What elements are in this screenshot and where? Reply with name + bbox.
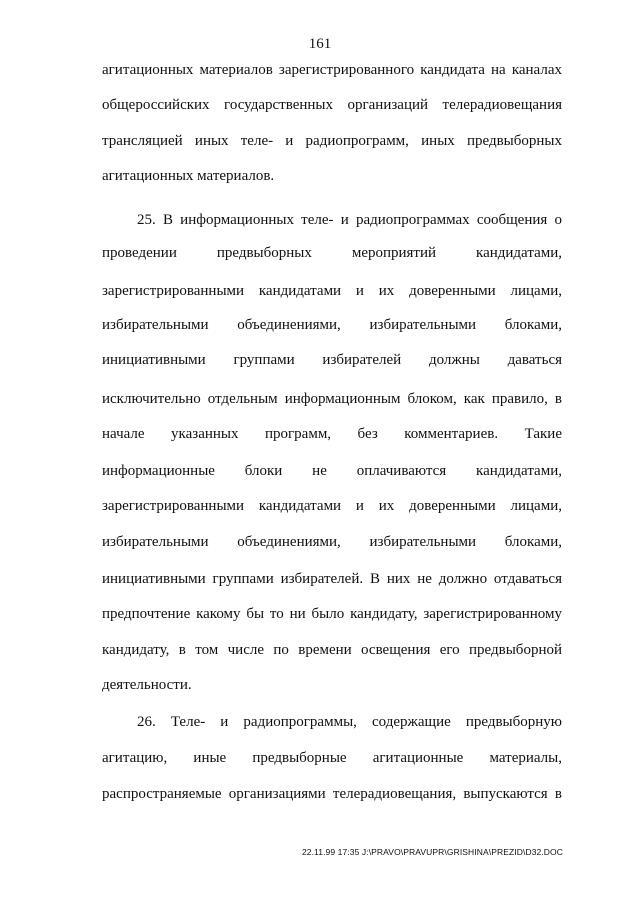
text-line: избирательными объединениями, избирательными блоками, bbox=[102, 317, 562, 333]
text-line: деятельности. bbox=[102, 677, 192, 693]
text-line: агитационных материалов зарегистрированного кандидата на каналах bbox=[102, 62, 562, 78]
text-line: общероссийских государственных организаций телерадиовещания bbox=[102, 97, 562, 113]
text-line: кандидату, в том числе по времени освещения его предвыборной bbox=[102, 642, 562, 658]
text-line: 25. В информационных теле- и радиопрограммах сообщения о bbox=[137, 212, 562, 228]
text-line: проведении предвыборных мероприятий кандидатами, bbox=[102, 245, 562, 261]
text-line: инициативными группами избирателей должны даваться bbox=[102, 352, 562, 368]
text-line: исключительно отдельным информационным блоком, как правило, в bbox=[102, 391, 562, 407]
text-line: зарегистрированными кандидатами и их доверенными лицами, bbox=[102, 283, 562, 299]
footer-file-path: 22.11.99 17:35 J:\PRAVO\PRAVUPR\GRISHINA\PREZID\D32.DOC bbox=[301, 847, 563, 857]
text-line: агитацию, иные предвыборные агитационные материалы, bbox=[102, 750, 562, 766]
text-line: агитационных материалов. bbox=[102, 168, 275, 184]
text-line: зарегистрированными кандидатами и их доверенными лицами, bbox=[102, 498, 562, 514]
text-line: избирательными объединениями, избирательными блоками, bbox=[102, 534, 562, 550]
text-line: информационные блоки не оплачиваются кандидатами, bbox=[102, 463, 562, 479]
text-line: трансляцией иных теле- и радиопрограмм, иных предвыборных bbox=[102, 133, 562, 149]
text-line: 26. Теле- и радиопрограммы, содержащие предвыборную bbox=[137, 714, 562, 730]
page-number: 161 bbox=[308, 36, 332, 52]
text-line: распространяемые организациями телерадиовещания, выпускаются в bbox=[102, 786, 562, 802]
text-line: предпочтение какому бы то ни было кандидату, зарегистрированному bbox=[102, 606, 562, 622]
text-line: начале указанных программ, без комментариев. Такие bbox=[102, 426, 562, 442]
text-line: инициативными группами избирателей. В них не должно отдаваться bbox=[102, 571, 562, 587]
